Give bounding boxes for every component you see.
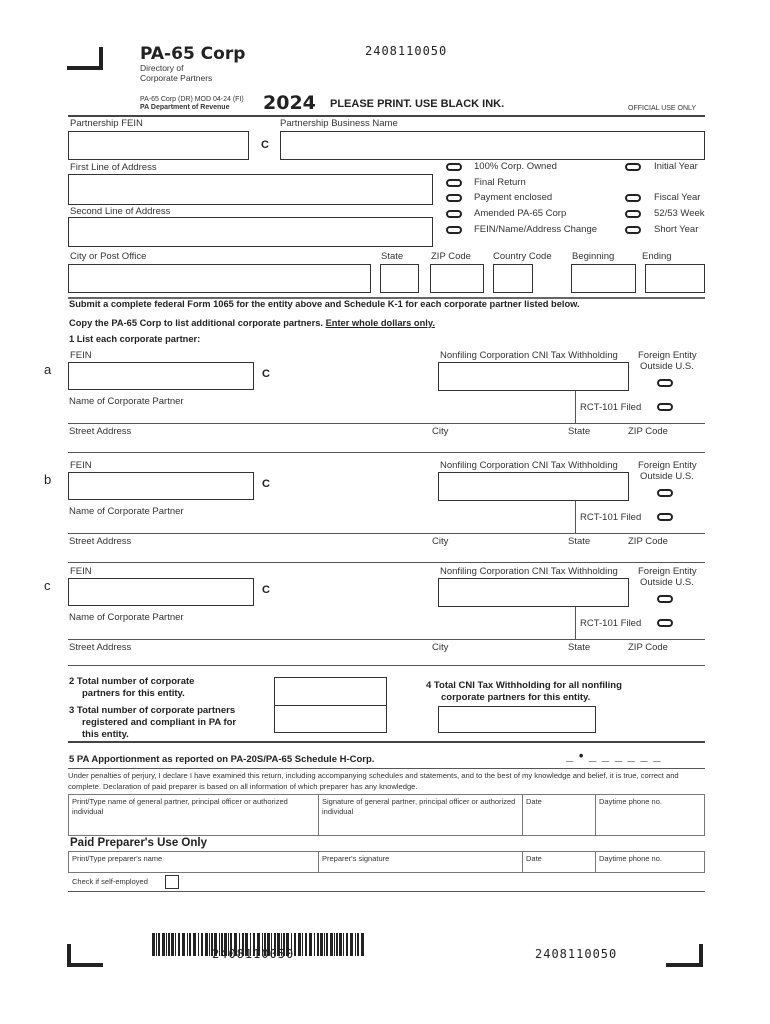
partner-letter: a <box>44 362 52 377</box>
partnership-fein-field[interactable] <box>68 131 249 160</box>
check-label: 100% Corp. Owned <box>474 161 557 172</box>
department: PA Department of Revenue <box>140 104 230 111</box>
barcode-bar <box>314 933 315 956</box>
form-title: PA-65 Corp <box>140 44 246 64</box>
cni-withholding-field[interactable] <box>438 578 629 607</box>
country-field[interactable] <box>493 264 533 293</box>
divider <box>68 562 705 563</box>
barcode-bar <box>182 933 185 956</box>
partner-letter: b <box>44 472 52 487</box>
barcode-bar <box>171 933 174 956</box>
barcode-bar <box>336 933 338 956</box>
apportionment-field[interactable]: _ • _ _ _ _ _ _ <box>566 748 662 763</box>
partner-name-label: Name of Corporate Partner <box>69 612 184 623</box>
barcode-bar <box>162 933 165 956</box>
c-marker: C <box>261 139 269 151</box>
barcode-bar <box>187 933 188 956</box>
address1-label: First Line of Address <box>70 162 157 173</box>
barcode-bar <box>158 933 160 956</box>
rct-label: RCT-101 Filed <box>580 402 642 413</box>
address1-field[interactable] <box>68 174 433 205</box>
self-employed-label: Check if self-employed <box>72 877 148 886</box>
foreign-entity-oval[interactable] <box>657 595 673 603</box>
barcode-bar <box>309 933 312 956</box>
city-label: City or Post Office <box>70 251 147 262</box>
divider <box>68 452 705 453</box>
barcode-number: 2408110050 <box>212 947 295 961</box>
barcode-bar <box>324 933 325 956</box>
zip-label: ZIP Code <box>628 536 668 547</box>
foreign-entity-label: Foreign Entity <box>638 460 697 471</box>
line4-label: corporate partners for this entity. <box>441 692 591 703</box>
partner-fein-label: FEIN <box>70 350 92 361</box>
partner-fein-field[interactable] <box>68 578 254 606</box>
line5-label: 5 PA Apportionment as reported on PA-20S/PA-65 Schedule H-Corp. <box>69 754 375 765</box>
registration-mark-bottom-left <box>67 963 103 967</box>
street-label: Street Address <box>69 642 132 653</box>
barcode-bar <box>298 933 301 956</box>
barcode-bar <box>198 933 199 956</box>
divider <box>68 741 705 743</box>
barcode-bar <box>320 933 323 956</box>
rct-filed-oval[interactable] <box>657 403 673 411</box>
ending-label: Ending <box>642 251 672 262</box>
line2-label: 2 Total number of corporate <box>69 676 195 687</box>
zip-label: ZIP Code <box>431 251 471 262</box>
beginning-field[interactable] <box>571 264 636 293</box>
barcode-bar <box>330 933 333 956</box>
line1-label: 1 List each corporate partner: <box>69 334 201 344</box>
checkbox-oval[interactable] <box>625 210 641 218</box>
cni-label: Nonfiling Corporation CNI Tax Withholding <box>440 566 618 577</box>
foreign-entity-label: Foreign Entity <box>638 566 697 577</box>
form-code: PA-65 Corp (DR) MOD 04-24 (FI) <box>140 96 244 103</box>
rct-filed-oval[interactable] <box>657 513 673 521</box>
barcode-bar <box>209 933 210 956</box>
barcode-bar <box>156 933 157 956</box>
rct-filed-oval[interactable] <box>657 619 673 627</box>
partner-fein-label: FEIN <box>70 566 92 577</box>
barcode-bar <box>350 933 353 956</box>
country-label: Country Code <box>493 251 552 262</box>
checkbox-oval[interactable] <box>625 163 641 171</box>
date-field[interactable]: Date <box>522 794 596 836</box>
city-label: City <box>432 426 449 437</box>
total-cni-field[interactable] <box>438 706 596 733</box>
preparer-name-field[interactable]: Print/Type preparer's name <box>68 851 319 873</box>
foreign-entity-oval[interactable] <box>657 489 673 497</box>
c-marker: C <box>262 368 270 380</box>
checkbox-oval[interactable] <box>446 194 462 202</box>
address2-label: Second Line of Address <box>70 206 171 217</box>
check-label: Short Year <box>654 224 699 235</box>
divider <box>68 665 705 666</box>
partner-name-label: Name of Corporate Partner <box>69 396 184 407</box>
tax-year: 2024 <box>263 92 316 114</box>
barcode-bar <box>334 933 335 956</box>
divider <box>68 115 705 117</box>
phone-field[interactable]: Daytime phone no. <box>595 794 705 836</box>
barcode-bar <box>189 933 191 956</box>
preparer-phone-field[interactable]: Daytime phone no. <box>595 851 705 873</box>
business-name-field[interactable] <box>280 131 705 160</box>
barcode-bar <box>339 933 342 956</box>
city-label: City <box>432 536 449 547</box>
zip-label: ZIP Code <box>628 426 668 437</box>
zip-field[interactable] <box>430 264 484 293</box>
barcode-bar <box>355 933 356 956</box>
barcode-bar <box>294 933 296 956</box>
street-label: Street Address <box>69 536 132 547</box>
line3-label: registered and compliant in PA for <box>82 717 237 728</box>
foreign-entity-label: Outside U.S. <box>640 361 694 372</box>
state-label: State <box>568 426 591 437</box>
check-label: 52/53 Week <box>654 208 705 219</box>
business-name-label: Partnership Business Name <box>280 118 398 129</box>
barcode-bar <box>175 933 176 956</box>
copy-text: Copy the PA-65 Corp to list additional corporate partners. <box>69 318 323 328</box>
partner-letter: c <box>44 578 51 593</box>
rct-label: RCT-101 Filed <box>580 618 642 629</box>
line3-label: 3 Total number of corporate partners <box>69 705 236 716</box>
divider <box>68 639 705 640</box>
barcode-bar <box>178 933 180 956</box>
check-label: Initial Year <box>654 161 698 172</box>
foreign-entity-oval[interactable] <box>657 379 673 387</box>
barcode-bar <box>193 933 196 956</box>
divider <box>68 891 705 892</box>
beginning-label: Beginning <box>572 251 615 262</box>
form-subtitle: Directory of <box>140 63 184 73</box>
barcode-bar <box>361 933 364 956</box>
line2-label: partners for this entity. <box>82 688 185 699</box>
barcode-bar <box>346 933 348 956</box>
total-partners-field[interactable] <box>274 677 387 706</box>
form-id: 2408110050 <box>365 44 448 58</box>
divider <box>68 533 705 534</box>
barcode-bar <box>357 933 359 956</box>
divider <box>68 768 705 769</box>
street-label: Street Address <box>69 426 132 437</box>
checkbox-oval[interactable] <box>625 226 641 234</box>
print-name-field[interactable]: Print/Type name of general partner, principal officer or authorized individual <box>68 794 319 836</box>
barcode-bar <box>317 933 319 956</box>
cni-label: Nonfiling Corporation CNI Tax Withholding <box>440 350 618 361</box>
barcode-bar <box>168 933 170 956</box>
divider <box>68 423 705 424</box>
address2-field[interactable] <box>68 217 433 247</box>
line4-label: 4 Total CNI Tax Withholding for all nonfiling <box>426 680 622 691</box>
form-subtitle: Corporate Partners <box>140 73 213 83</box>
barcode-bar <box>326 933 328 956</box>
barcode-bar <box>302 933 303 956</box>
foreign-entity-label: Outside U.S. <box>640 577 694 588</box>
preparer-signature-field[interactable]: Preparer's signature <box>318 851 523 873</box>
check-label: Amended PA-65 Corp <box>474 208 567 219</box>
foreign-entity-label: Foreign Entity <box>638 350 697 361</box>
barcode-bar <box>343 933 344 956</box>
cni-label: Nonfiling Corporation CNI Tax Withholding <box>440 460 618 471</box>
checkbox-oval[interactable] <box>446 179 462 187</box>
state-label: State <box>568 642 591 653</box>
zip-label: ZIP Code <box>628 642 668 653</box>
checkbox-oval[interactable] <box>446 226 462 234</box>
cni-withholding-field[interactable] <box>438 362 629 391</box>
partner-fein-field[interactable] <box>68 362 254 390</box>
check-label: Final Return <box>474 177 526 188</box>
registration-mark-top-left <box>67 66 103 70</box>
compliant-partners-field[interactable] <box>274 705 387 733</box>
line3-label: this entity. <box>82 729 129 740</box>
divider <box>575 391 576 423</box>
signature-field[interactable]: Signature of general partner, principal officer or authorized individual <box>318 794 523 836</box>
barcode-bar <box>152 933 155 956</box>
state-label: State <box>568 536 591 547</box>
foreign-entity-label: Outside U.S. <box>640 471 694 482</box>
official-use: OFFICIAL USE ONLY <box>628 105 697 112</box>
preparer-heading: Paid Preparer's Use Only <box>70 837 207 849</box>
perjury-declaration: Under penalties of perjury, I declare I have examined this return, including accompanying schedules and statements, and to the best of my knowledge and belief, it is true, correct and complete. Declaration of paid preparer is based on all information of which preparer has any knowledge. <box>68 771 679 791</box>
check-label: Fiscal Year <box>654 192 701 203</box>
city-label: City <box>432 642 449 653</box>
fein-label: Partnership FEIN <box>70 118 143 129</box>
instruction: PLEASE PRINT. USE BLACK INK. <box>330 98 505 110</box>
copy-instruction <box>69 318 435 328</box>
partner-fein-label: FEIN <box>70 460 92 471</box>
checkbox-oval[interactable] <box>625 194 641 202</box>
state-field[interactable] <box>380 264 419 293</box>
submit-instruction: Submit a complete federal Form 1065 for the entity above and Schedule K-1 for each corporate partner listed below. <box>69 299 580 309</box>
whole-dollars-text: Enter whole dollars only. <box>325 318 435 328</box>
rct-label: RCT-101 Filed <box>580 512 642 523</box>
c-marker: C <box>262 478 270 490</box>
city-field[interactable] <box>68 264 371 293</box>
preparer-date-field[interactable]: Date <box>522 851 596 873</box>
divider <box>575 501 576 533</box>
checkbox-oval[interactable] <box>446 210 462 218</box>
divider <box>575 607 576 639</box>
ending-field[interactable] <box>645 264 705 293</box>
cni-withholding-field[interactable] <box>438 472 629 501</box>
check-label: Payment enclosed <box>474 192 553 203</box>
barcode-bar <box>201 933 203 956</box>
partner-fein-field[interactable] <box>68 472 254 500</box>
barcode-bar <box>166 933 167 956</box>
checkbox-oval[interactable] <box>446 163 462 171</box>
self-employed-checkbox[interactable] <box>165 875 179 889</box>
barcode-bar <box>305 933 307 956</box>
registration-mark-bottom-right <box>666 963 703 967</box>
check-label: FEIN/Name/Address Change <box>474 224 598 235</box>
state-label: State <box>381 251 404 262</box>
barcode-bar <box>205 933 208 956</box>
c-marker: C <box>262 584 270 596</box>
partner-name-label: Name of Corporate Partner <box>69 506 184 517</box>
form-id-bottom: 2408110050 <box>535 947 618 961</box>
